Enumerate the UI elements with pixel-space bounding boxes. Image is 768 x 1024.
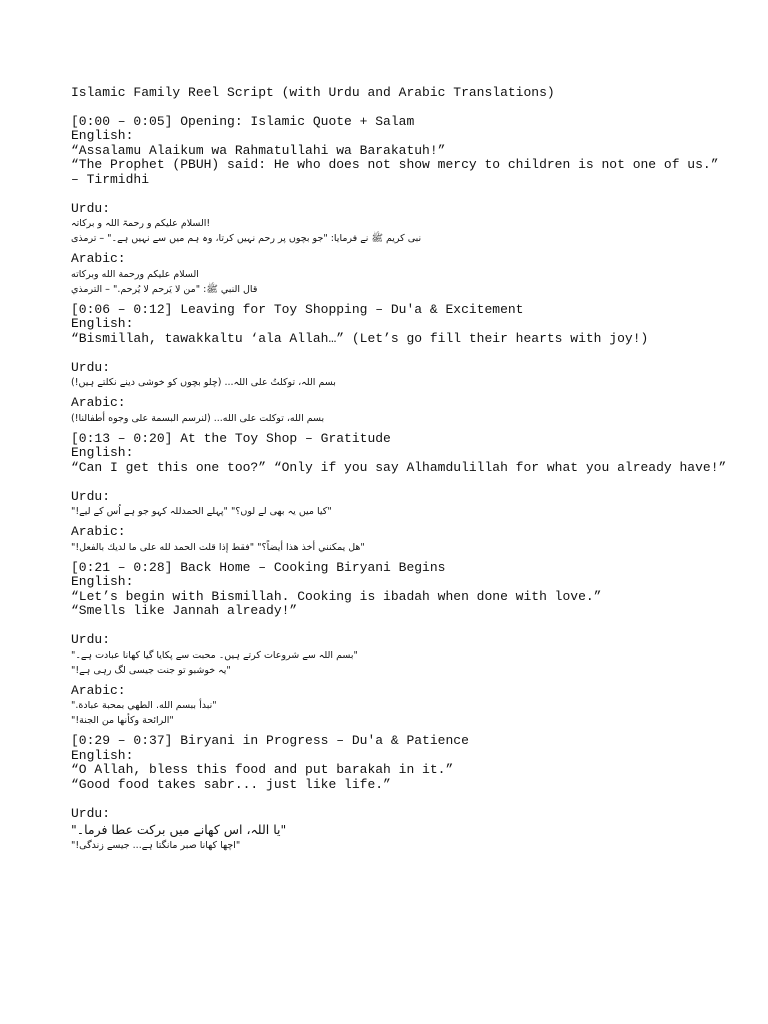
section-heading: [0:00 – 0:05] Opening: Islamic Quote + Salam [71, 113, 415, 129]
english-line: “Let’s begin with Bismillah. Cooking is ibadah when done with love.” [71, 588, 602, 604]
urdu-label: Urdu: [71, 200, 111, 216]
english-line: “Assalamu Alaikum wa Rahmatullahi wa Barakatuh!” [71, 142, 446, 158]
english-line: “O Allah, bless this food and put barakah in it.” [71, 762, 454, 778]
english-line: “Smells like Jannah already!” [71, 603, 298, 619]
section-heading: [0:06 – 0:12] Leaving for Toy Shopping – Du'a & Excitement [71, 301, 524, 317]
arabic-label: Arabic: [71, 395, 126, 411]
urdu-line: "کیا میں یہ بھی لے لوں؟" "پہلے الحمدللہ کہو جو ہے اُس کے لیے!" [71, 506, 332, 518]
urdu-label: Urdu: [71, 805, 111, 821]
urdu-label: Urdu: [71, 359, 111, 375]
section-heading: [0:21 – 0:28] Back Home – Cooking Biryani Begins [71, 559, 446, 575]
urdu-line: بسم اللہ، توکلتُ علی اللہ... (چلو بچوں کو خوشی دینے نکلتے ہیں!) [71, 377, 336, 389]
english-label: English: [71, 747, 134, 763]
document-title: Islamic Family Reel Script (with Urdu and Arabic Translations) [71, 85, 555, 100]
urdu-line: نبی کریم ﷺ نے فرمایا: "جو بچوں پر رحم نہیں کرتا، وہ ہم میں سے نہیں ہے۔" – ترمذی [71, 233, 422, 245]
section-heading: [0:13 – 0:20] At the Toy Shop – Gratitude [71, 430, 391, 446]
english-line: “Good food takes sabr... just like life.” [71, 777, 391, 793]
english-line: “Bismillah, tawakkaltu ‘ala Allah…” (Let’s go fill their hearts with joy!) [71, 330, 649, 346]
urdu-label: Urdu: [71, 488, 111, 504]
urdu-label: Urdu: [71, 632, 111, 648]
english-line: “Can I get this one too?” “Only if you say Alhamdulillah for what you already have!” [71, 459, 727, 475]
arabic-label: Arabic: [71, 524, 126, 540]
arabic-line: "نبدأ ببسم الله. الطهي بمحبة عبادة." [71, 700, 217, 712]
urdu-line: !السلام علیکم و رحمۃ اللہ و برکاتہ [71, 218, 211, 230]
arabic-line: السلام عليكم ورحمة الله وبركاته [71, 268, 199, 280]
arabic-line: "الرائحة وكأنها من الجنة!" [71, 715, 174, 727]
urdu-line: "یا اللہ، اس کھانے میں برکت عطا فرما۔" [71, 822, 287, 838]
urdu-line: "یہ خوشبو تو جنت جیسی لگ رہی ہے!" [71, 664, 231, 676]
arabic-label: Arabic: [71, 251, 126, 267]
arabic-line: "هل يمكنني أخذ هذا أيضاً؟" "فقط إذا قلت الحمد لله على ما لديك بالفعل!" [71, 541, 365, 553]
arabic-line: بسم الله، توكلت على الله... (لنرسم البسمة على وجوه أطفالنا!) [71, 412, 325, 424]
document-page [71, 86, 731, 853]
script-section [71, 561, 731, 729]
english-label: English: [71, 574, 134, 590]
script-section [71, 115, 731, 297]
english-label: English: [71, 445, 134, 461]
urdu-line: "اچھا کھانا صبر مانگتا ہے... جیسے زندگی!" [71, 840, 241, 852]
script-section [71, 432, 731, 555]
urdu-line: "بسم اللہ سے شروعات کرتے ہیں۔ محبت سے پکایا گیا کھانا عبادت ہے۔" [71, 649, 358, 661]
english-line: “The Prophet (PBUH) said: He who does not show mercy to children is not one of us.” – Tirmidhi [71, 157, 727, 187]
script-section [71, 303, 731, 426]
script-section [71, 734, 731, 853]
arabic-label: Arabic: [71, 682, 126, 698]
section-heading: [0:29 – 0:37] Biryani in Progress – Du'a & Patience [71, 733, 469, 749]
arabic-line: قال النبي ﷺ: "من لا يَرحم لا يُرحم." – الترمذي [71, 283, 258, 295]
english-label: English: [71, 128, 134, 144]
english-label: English: [71, 316, 134, 332]
